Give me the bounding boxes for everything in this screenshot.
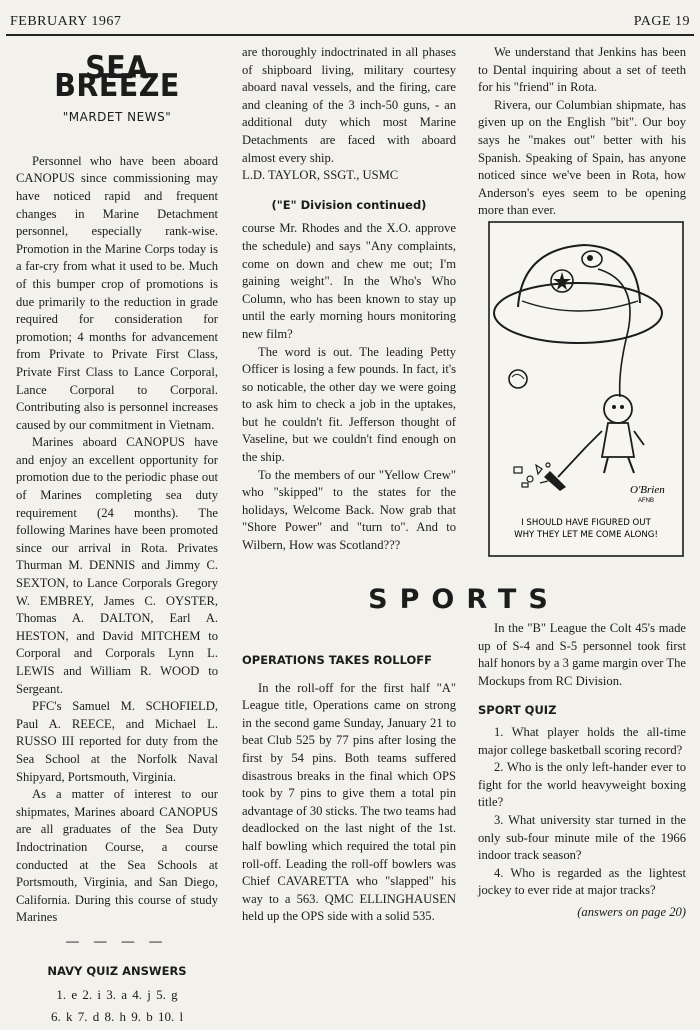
cartoon-caption-line: I SHOULD HAVE FIGURED OUT: [521, 518, 651, 528]
navy-quiz-heading: NAVY QUIZ ANSWERS: [47, 963, 187, 978]
article-paragraph: In the "B" League the Colt 45's made up of S-4 and S-5 personnel took first half honors by a 3 game margin over The Mockups from RC Division.: [478, 621, 686, 688]
masthead-title: SEA BREEZE: [54, 50, 180, 104]
issue-date: FEBRUARY 1967: [10, 14, 122, 29]
column-3: [478, 44, 686, 220]
section-subhead: "MARDET NEWS": [62, 110, 172, 125]
column-1: [16, 36, 218, 1030]
article-paragraph: Marines aboard CANOPUS have and enjoy an excellent opportunity for promotion due to the periodic phase out of Marines completing sea duty requirement (24 months). The following Marines have been promoted since our arrival in Rota. Privates Thurman M. DENNIS and Jimmy C. SEXTON, to Lance Corporals Gregory W. EMBREY, James C. OYSTER, Thomas A. DALTON, Earl A. HESTON, and David MITCHEM to Corporal and Corporals Lynn L. LEWIS and William R. WOOD to Sergeant.: [16, 435, 218, 696]
operations-rolloff-heading: OPERATIONS TAKES ROLLOFF: [242, 653, 433, 667]
cartoon-illustration: [488, 221, 684, 557]
e-division-heading: ("E" Division continued): [271, 197, 427, 212]
navy-quiz-answers-line: 6. k 7. d 8. h 9. b 10. l: [50, 1009, 184, 1025]
article-paragraph: are thoroughly indoctrinated in all phases of shipboard living, military courtesy aboard naval vessels, and the firing, care and cleaning of the 3 inch-50 guns, - an additional duty which most Marine Detachments are faced with aboard almost every ship.: [242, 45, 456, 165]
article-paragraph: In the roll-off for the first half "A" League title, Operations came on strong in the second game Sunday, January 21 to beat Club 525 by 77 pins after losing the first by 54 pins. Both teams suffered disastrous breaks in the final which OPS took by 7 pins to give them a total pin advantage of 30 sticks. The two teams had deadlocked on the last night of the 1st. half bowling which required the total pin roll-off. Leading the roll-off bowlers was Chief CAVARETTA who "slapped" his way to a 563. QMC ELLINGHAUSEN held up the OPS side with a solid 535.: [242, 680, 456, 924]
page-number: PAGE 19: [633, 14, 690, 29]
sport-quiz-question: 4. Who is regarded as the lightest jockey to ever ride at major tracks?: [478, 865, 686, 898]
article-paragraph: PFC's Samuel M. SCHOFIELD, Paul A. REECE, and Michael L. RUSSO III reported for duty from the Sea School at the Norfolk Naval Shipyard, Portsmouth, Virginia.: [16, 699, 218, 784]
cartoon-panel: [488, 221, 684, 557]
article-paragraph: Personnel who have been aboard CANOPUS since commissioning may have noticed rapid and frequent changes in Marine Detachment personnel, especially rank-wise. Promotion in the Marine Corps today is a far-cry from what it used to be. Much of this bumper crop of promotions is due primarily to the reduction in grade required for consideration for promotion; 4 months for advancement from Private to Private First Class, Private First Class to Lance Corporal, Lance Corporal to Corporal. Contributing also is personnel increases caused by our commitment in Vietnam.: [16, 153, 218, 432]
section-divider: — — — —: [66, 933, 168, 948]
article-paragraph: course Mr. Rhodes and the X.O. approve the schedule) and says "Any complaints, come on down and chew me out; I'm gaining weight". In the Who's Who Column, who has been known to stay up until the early morning hours monitoring new film?: [242, 221, 456, 341]
cartoonist-signature: O'Brien: [630, 484, 665, 496]
article-paragraph: To the members of our "Yellow Crew" who "skipped" to the states for the holidays, Welcome Back. Now grab that "Shore Power" and "turn to". And to Wilbern, How was Scotland???: [242, 467, 456, 553]
sport-quiz-question: 1. What player holds the all-time major college basketball scoring record?: [478, 724, 686, 757]
sports-column-left: [242, 652, 456, 926]
sport-quiz-heading: SPORT QUIZ: [478, 703, 557, 718]
cartoon-caption-line: WHY THEY LET ME COME ALONG!: [514, 530, 658, 540]
article-paragraph: As a matter of interest to our shipmates, Marines aboard CANOPUS are all graduates of the Sea Duty Indoctrination Course, a course conducted at the Sea Schools at Portsmouth, Virginia, and San Diego, California. During this course of study Marines: [16, 787, 218, 925]
page-header: [0, 10, 700, 34]
sports-section-title: SPORTS: [368, 584, 560, 615]
article-signature: L.D. TAYLOR, SSGT., USMC: [242, 168, 399, 183]
cartoonist-affiliation: AFNB: [638, 498, 655, 504]
article-paragraph: Rivera, our Columbian shipmate, has given up on the English "bit". Our boy says he "makes out" better with his Spanish. Speaking of Spain, has anyone noticed since we've been in Rota, how Anderson's eyes seem to be opening more than ever.: [478, 97, 686, 218]
navy-quiz-answers-line: 1. e 2. i 3. a 4. j 5. g: [56, 987, 178, 1003]
column-2: [242, 44, 456, 555]
answers-page-note: (answers on page 20): [577, 904, 686, 919]
sport-quiz-question: 2. Who is the only left-hander ever to fight for the world heavyweight boxing title?: [478, 760, 686, 810]
sport-quiz-question: 3. What university star turned in the only sub-four minute mile of the 1966 indoor track season?: [478, 812, 686, 863]
article-paragraph: We understand that Jenkins has been to Dental inquiring about a set of teeth for his "friend" in Rota.: [478, 45, 686, 95]
sports-column-right: [478, 620, 686, 922]
article-paragraph: The word is out. The leading Petty Officer is losing a few pounds. In fact, it's so noticable, the other day we were going to ask him to check a job in the uptakes, but he couldn't fit. Jefferson thought of Vaseline, but we couldn't find enough on the ship.: [242, 344, 456, 465]
